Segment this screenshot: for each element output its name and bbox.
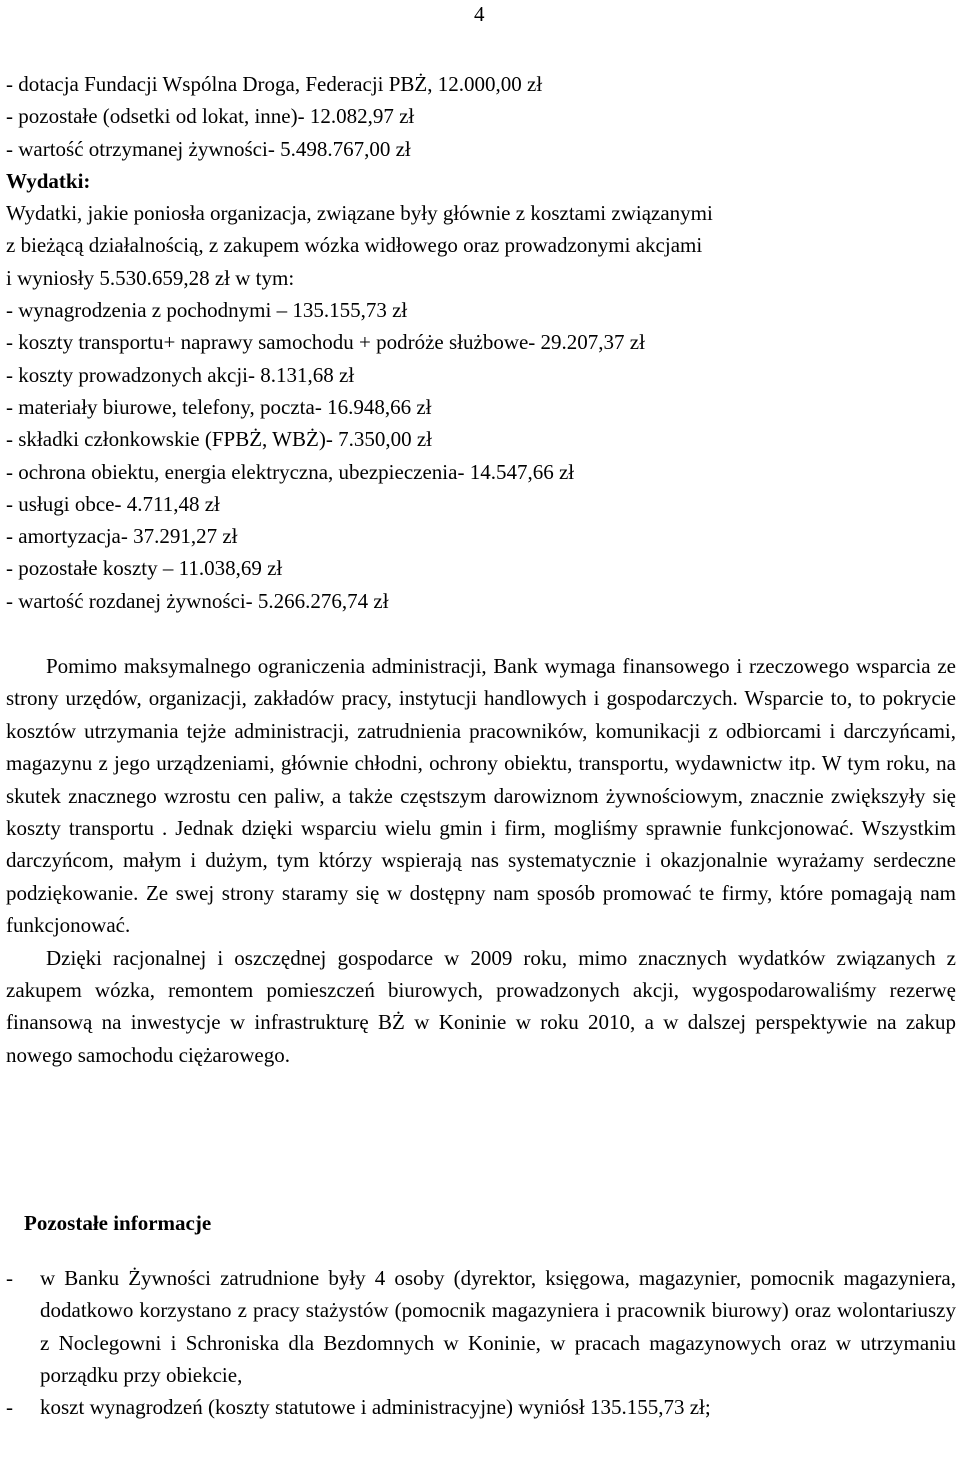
expenses-intro-line-2: z bieżącą działalnością, z zakupem wózka widłowego oraz prowadzonymi akcjami	[6, 233, 703, 258]
other-info-heading: Pozostałe informacje	[24, 1211, 212, 1235]
support-paragraph: Pomimo maksymalnego ograniczenia administracji, Bank wymaga finansowego i rzeczowego wsparcia ze strony urzędów, organizacji, zakładów pracy, instytucji handlowych i gospodarczych. Wsparcie to, to pokrycie kosztów utrzymania tejże administracji, zatrudnienia pracowników, komunikacji z odbiorcami i darczyńcami, magazynu z jego urządzeniami, głównie chłodni, ochrony obiektu, transportu, wydawnictw itp. W tym roku, na skutek znacznego wzrostu cen paliw, a także częstszym darowiznom żywnościowym, znacznie zwiększyły się koszty transportu . Jednak dzięki wsparciu wielu gmin i firm, mogliśmy sprawnie funkcjonować. Wszystkim darczyńcom, małym i dużym, tym którzy wspierają nas systematycznie i okazjonalnie wyrażamy serdeczne podziękowanie. Ze swej strony staramy się w dostępny nam sposób promować te firmy, które pomagają nam funkcjonować.	[6, 654, 956, 938]
expense-item: - wartość rozdanej żywności- 5.266.276,74 zł	[6, 588, 389, 613]
income-line-food-value: - wartość otrzymanej żywności- 5.498.767,00 zł	[6, 136, 411, 161]
list-item-text: w Banku Żywności zatrudnione były 4 osoby (dyrektor, księgowa, magazynier, pomocnik magazyniera, dodatkowo korzystano z pracy stażystów (pomocnik magazyniera i pracownik biurowy) oraz wolontariuszy z Noclegowni i Schroniska dla Bezdomnych w Koninie, w pracach magazynowych oraz w utrzymaniu porządku przy obiekcie,	[40, 1266, 956, 1387]
income-line-other: - pozostałe (odsetki od lokat, inne)- 12.082,97 zł	[6, 104, 415, 129]
income-line-grant: - dotacja Fundacji Wspólna Droga, Federacji PBŻ, 12.000,00 zł	[6, 72, 543, 96]
expense-item: - pozostałe koszty – 11.038,69 zł	[6, 556, 283, 581]
expenses-heading: Wydatki:	[6, 168, 91, 193]
expense-item: - ochrona obiektu, energia elektryczna, ubezpieczenia- 14.547,66 zł	[6, 459, 575, 484]
list-item	[6, 1391, 956, 1423]
expense-item: - składki członkowskie (FPBŻ, WBŻ)- 7.350,00 zł	[6, 427, 432, 452]
list-dash: -	[6, 1395, 13, 1420]
expense-item: - usługi obce- 4.711,48 zł	[6, 491, 220, 516]
other-info-list	[6, 1262, 956, 1423]
list-item	[6, 1262, 956, 1391]
expense-item: - wynagrodzenia z pochodnymi – 135.155,73 zł	[6, 298, 408, 323]
expenses-intro-line-3: i wyniosły 5.530.659,28 zł w tym:	[6, 265, 295, 290]
expense-item: - materiały biurowe, telefony, poczta- 16.948,66 zł	[6, 394, 432, 419]
expenses-intro-line-1: Wydatki, jakie poniosła organizacja, związane były głównie z kosztami związanymi	[6, 201, 713, 226]
list-item-text: koszt wynagrodzeń (koszty statutowe i administracyjne) wyniósł 135.155,73 zł;	[40, 1395, 711, 1420]
list-dash: -	[6, 1266, 13, 1290]
expense-item: - amortyzacja- 37.291,27 zł	[6, 524, 238, 549]
expense-item: - koszty transportu+ naprawy samochodu + podróże służbowe- 29.207,37 zł	[6, 330, 645, 355]
expense-item: - koszty prowadzonych akcji- 8.131,68 zł	[6, 362, 355, 387]
page-number: 4	[474, 2, 485, 26]
financial-summary	[6, 68, 956, 617]
body-text	[6, 650, 956, 1071]
reserve-paragraph: Dzięki racjonalnej i oszczędnej gospodarce w 2009 roku, mimo znacznych wydatków związanych z zakupem wózka, remontem pomieszczeń biurowych, prowadzonych akcji, wygospodarowaliśmy rezerwę finansową na inwestycje w infrastrukturę BŻ w Koninie w roku 2010, a w dalszej perspektywie na zakup nowego samochodu ciężarowego.	[6, 945, 956, 1067]
